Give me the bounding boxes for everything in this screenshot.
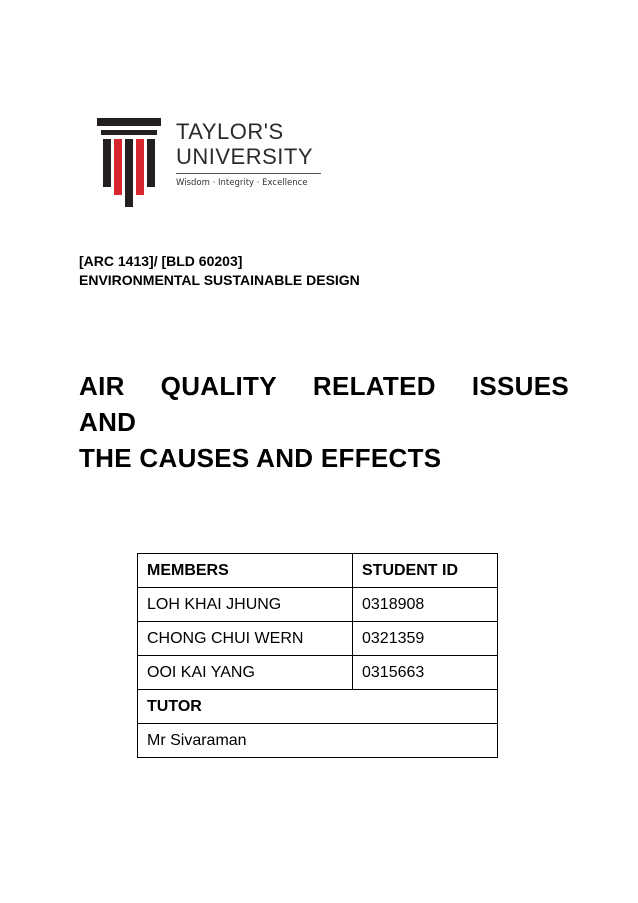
tutor-label-row bbox=[138, 690, 498, 724]
member-name: OOI KAI YANG bbox=[138, 656, 353, 690]
course-codes: [ARC 1413]/ [BLD 60203] bbox=[79, 253, 243, 269]
university-logo bbox=[97, 118, 337, 210]
member-name: CHONG CHUI WERN bbox=[138, 622, 353, 656]
student-id: 0321359 bbox=[353, 622, 498, 656]
logo-name-line2: UNIVERSITY bbox=[176, 144, 314, 169]
course-info bbox=[79, 252, 360, 290]
title-line1 bbox=[79, 368, 569, 404]
student-id: 0318908 bbox=[353, 588, 498, 622]
logo-name-line1: TAYLOR'S bbox=[176, 119, 284, 144]
table-row bbox=[138, 588, 498, 622]
tutor-label: TUTOR bbox=[138, 690, 498, 724]
member-name: LOH KHAI JHUNG bbox=[138, 588, 353, 622]
logo-divider bbox=[176, 173, 321, 174]
title-line3: THE CAUSES AND EFFECTS bbox=[79, 443, 442, 473]
document-title bbox=[79, 368, 569, 476]
table-row bbox=[138, 622, 498, 656]
header-members: MEMBERS bbox=[138, 554, 353, 588]
title-word: QUALITY bbox=[160, 371, 277, 401]
table-header-row bbox=[138, 554, 498, 588]
title-word: ISSUES bbox=[471, 371, 569, 401]
course-subject: ENVIRONMENTAL SUSTAINABLE DESIGN bbox=[79, 272, 360, 288]
taylors-crest-icon bbox=[97, 118, 163, 208]
tutor-name-row bbox=[138, 724, 498, 758]
table-row bbox=[138, 656, 498, 690]
header-student-id: STUDENT ID bbox=[353, 554, 498, 588]
members-table bbox=[137, 553, 498, 758]
student-id: 0315663 bbox=[353, 656, 498, 690]
title-line2: AND bbox=[79, 407, 137, 437]
title-word: RELATED bbox=[312, 371, 436, 401]
title-word: AIR bbox=[79, 371, 125, 401]
tutor-name: Mr Sivaraman bbox=[138, 724, 498, 758]
logo-tagline: Wisdom · Integrity · Excellence bbox=[176, 178, 308, 188]
